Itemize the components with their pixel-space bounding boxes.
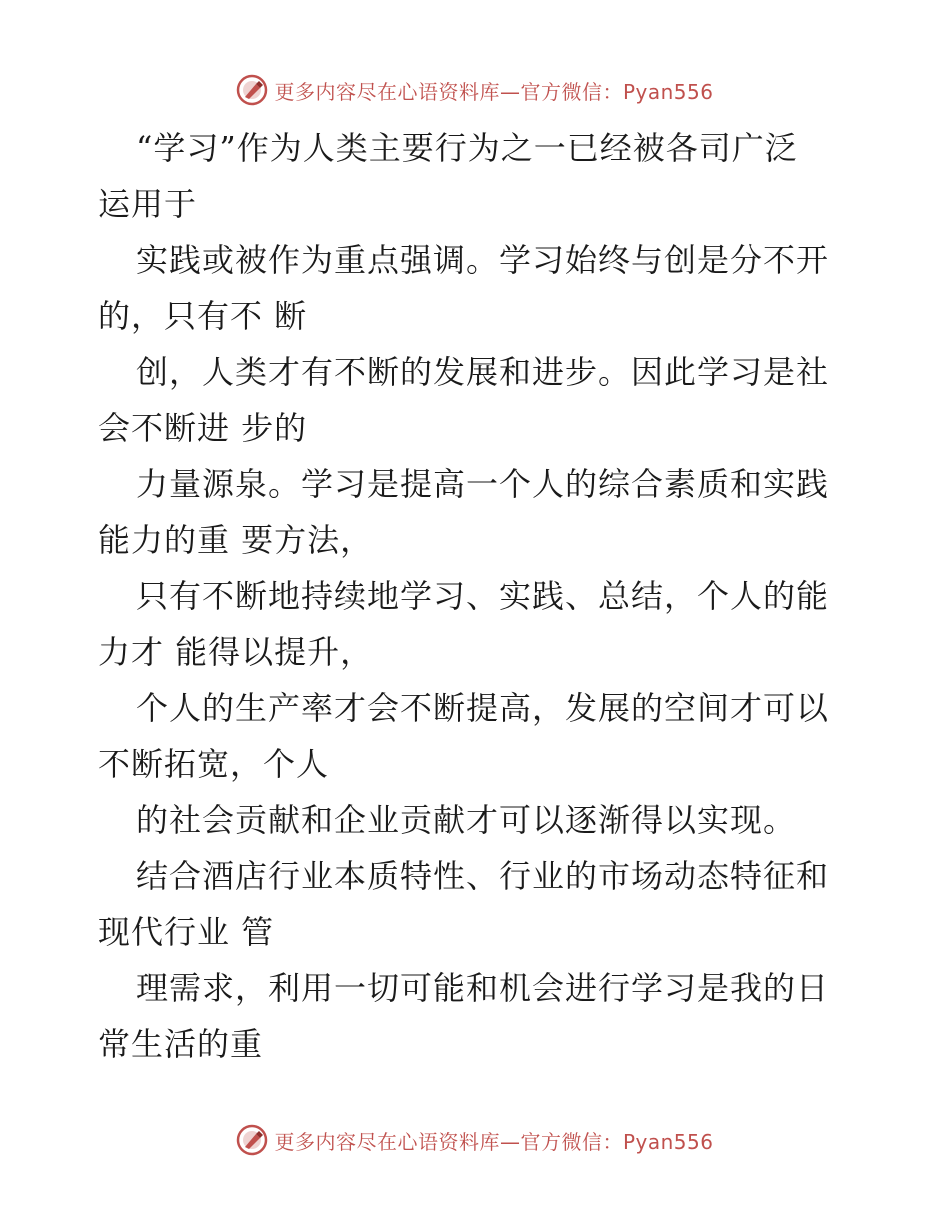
paragraph-line: 常生活的重 (98, 1025, 264, 1063)
paragraph-line: “学习”作为人类主要行为之一已经被各司广泛 (136, 129, 798, 167)
paragraph-line: 不断拓宽，个人 (98, 745, 330, 783)
paragraph-line: 理需求，利用一切可能和机会进行学习是我的日 (136, 969, 830, 1007)
paragraph-line: 创，人类才有不断的发展和进步。因此学习是社 (136, 353, 830, 391)
paragraph-line: 的，只有不 断 (98, 297, 308, 335)
paragraph-line: 运用于 (98, 185, 198, 223)
paragraph-line: 只有不断地持续地学习、实践、总结，个人的能 (136, 577, 830, 615)
header-banner-text: 更多内容尽在心语资料库—官方微信：Pyan556 (274, 79, 714, 104)
paragraph-line: 个人的生产率才会不断提高，发展的空间才可以 (136, 689, 830, 727)
paragraph-line: 能力的重 要方法， (98, 521, 374, 559)
paragraph-line: 结合酒店行业本质特性、行业的市场动态特征和 (136, 857, 830, 895)
paragraph-line: 现代行业 管 (98, 913, 275, 951)
document-body (98, 120, 858, 1072)
footer-banner-text: 更多内容尽在心语资料库—官方微信：Pyan556 (274, 1129, 714, 1154)
paragraph-line: 实践或被作为重点强调。学习始终与创是分不开 (136, 241, 830, 279)
paragraph-line: 的社会贡献和企业贡献才可以逐渐得以实现。 (136, 801, 797, 839)
pen-nib-logo-icon (236, 74, 268, 106)
footer-banner (0, 1120, 950, 1160)
pen-nib-logo-icon (236, 1124, 268, 1156)
paragraph-line: 力才 能得以提升， (98, 633, 374, 671)
paragraph-line: 力量源泉。学习是提高一个人的综合素质和实践 (136, 465, 830, 503)
paragraph-line: 会不断进 步的 (98, 409, 308, 447)
header-banner (0, 70, 950, 110)
